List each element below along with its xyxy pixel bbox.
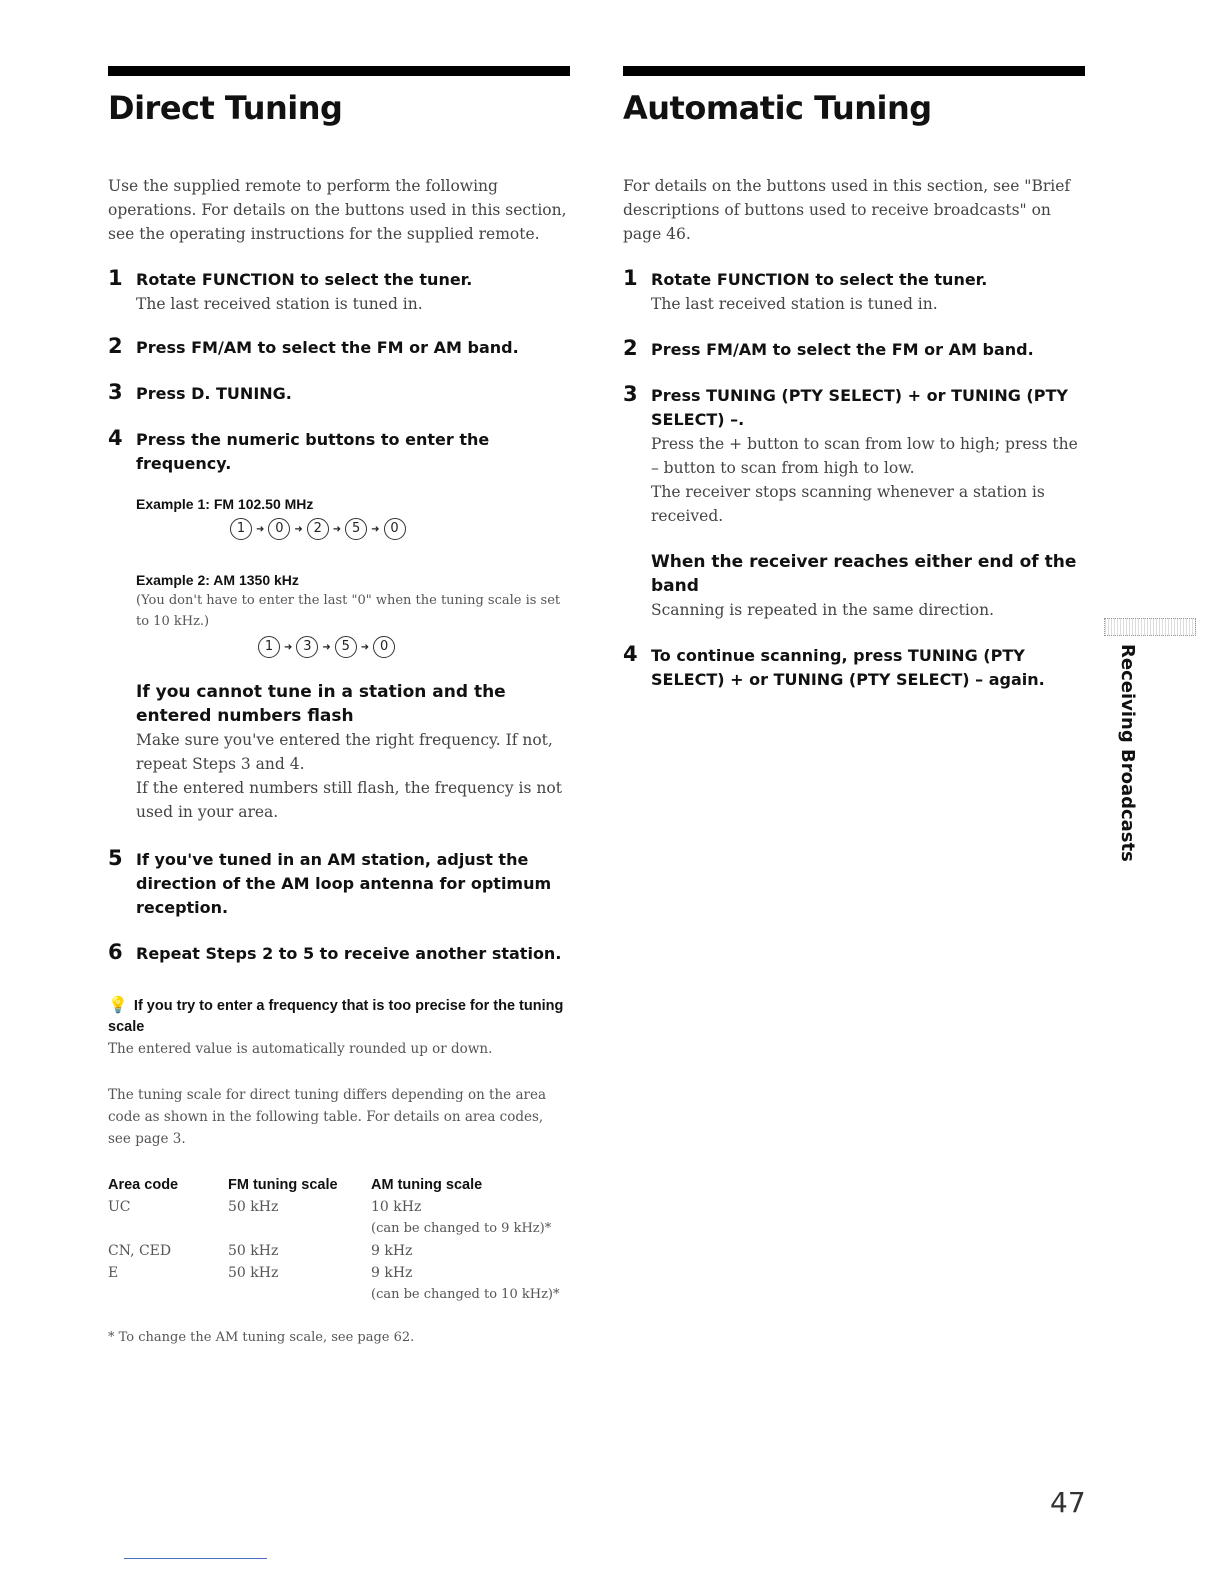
tip-body: The entered value is automatically rounded up or down. (108, 1041, 493, 1057)
example-note: (You don't have to enter the last "0" when the tuning scale is set to 10 kHz.) (136, 593, 561, 629)
table-cell: CN, CED (108, 1243, 172, 1259)
example-label: Example 2: AM 1350 kHz (136, 572, 299, 588)
table-cell: 50 kHz (228, 1243, 279, 1259)
band-end-heading: When the receiver reaches either end of the band (651, 552, 1077, 596)
step-heading: If you've tuned in an AM station, adjust the direction of the AM loop antenna for optimum reception. (136, 850, 552, 917)
step-number: 5 (108, 846, 123, 870)
step (623, 268, 1085, 316)
circled-digit-icon: 5 (345, 518, 367, 540)
table-header-row (108, 1174, 560, 1196)
table-cell-am (371, 1240, 560, 1262)
step-number: 2 (108, 334, 123, 358)
am-value: 10 kHz (371, 1199, 422, 1215)
table-cell: 50 kHz (228, 1265, 279, 1281)
troubleshoot-body: Make sure you've entered the right frequency. If not, repeat Steps 3 and 4. (136, 731, 553, 773)
troubleshoot-body: If the entered numbers still flash, the frequency is not used in your area. (136, 779, 562, 821)
step-number: 3 (108, 380, 123, 404)
table-cell: E (108, 1265, 119, 1281)
tip-heading (108, 994, 570, 1038)
step (108, 336, 570, 360)
tip-heading-text: If you try to enter a frequency that is too precise for the tuning scale (108, 998, 564, 1035)
step-heading: Press TUNING (PTY SELECT) + or TUNING (PTY SELECT) –. (651, 386, 1068, 429)
lightbulb-icon: 💡 (108, 995, 128, 1014)
footnote: * To change the AM tuning scale, see page 62. (108, 1330, 415, 1345)
example-label: Example 1: FM 102.50 MHz (136, 496, 314, 512)
right-column (623, 66, 1085, 692)
step (623, 338, 1085, 362)
title-rule (108, 66, 570, 76)
circled-digit-icon: 3 (296, 636, 318, 658)
step-heading: Rotate FUNCTION to select the tuner. (136, 270, 473, 289)
am-value: 9 kHz (371, 1265, 413, 1281)
circled-digit-icon: 1 (258, 636, 280, 658)
table-row (108, 1196, 560, 1240)
step (623, 384, 1085, 622)
tuning-scale-table (108, 1174, 560, 1306)
step (108, 382, 570, 406)
step-number: 4 (623, 642, 638, 666)
table-cell: 50 kHz (228, 1199, 279, 1215)
arrow-right-icon: ➜ (256, 523, 265, 535)
section-side-label (1117, 644, 1148, 862)
step-body: The last received station is tuned in. (651, 295, 938, 313)
arrow-right-icon: ➜ (294, 523, 303, 535)
circled-digit-icon: 1 (230, 518, 252, 540)
section-intro: Use the supplied remote to perform the following operations. For details on the buttons used in this section, see the operating instructions for the supplied remote. (108, 177, 567, 243)
table-row (108, 1240, 560, 1262)
step-body: The last received station is tuned in. (136, 295, 423, 313)
step-number: 1 (108, 266, 123, 290)
arrow-right-icon: ➜ (360, 641, 370, 653)
step-heading: Press D. TUNING. (136, 384, 292, 403)
step-body: The receiver stops scanning whenever a station is received. (651, 483, 1045, 525)
troubleshoot-heading: If you cannot tune in a station and the entered numbers flash (136, 682, 506, 726)
arrow-right-icon: ➜ (371, 523, 380, 535)
step-heading: Repeat Steps 2 to 5 to receive another station. (136, 944, 562, 963)
step-heading: Press FM/AM to select the FM or AM band. (651, 340, 1034, 359)
section-index-tab (1104, 618, 1196, 636)
step (108, 428, 570, 824)
step-number: 4 (108, 426, 123, 450)
circled-digit-icon: 0 (268, 518, 290, 540)
table-cell: UC (108, 1199, 131, 1215)
table-row (108, 1262, 560, 1306)
band-end-body: Scanning is repeated in the same direction. (651, 601, 995, 619)
step-number: 1 (623, 266, 638, 290)
table-header: FM tuning scale (228, 1177, 338, 1193)
table-cell-am (371, 1262, 560, 1306)
table-header: Area code (108, 1177, 179, 1193)
table-cell-am (371, 1196, 560, 1240)
section-title: Automatic Tuning (623, 89, 932, 127)
circled-digit-icon: 0 (384, 518, 406, 540)
circled-digit-icon: 5 (335, 636, 357, 658)
page-number: 47 (1050, 1486, 1086, 1519)
left-column (108, 66, 570, 1345)
step (108, 268, 570, 316)
circled-digit-icon: 2 (307, 518, 329, 540)
step-number: 2 (623, 336, 638, 360)
step-number: 3 (623, 382, 638, 406)
step-heading: To continue scanning, press TUNING (PTY SELECT) + or TUNING (PTY SELECT) – again. (651, 646, 1045, 689)
circled-digit-icon: 0 (373, 636, 395, 658)
step (108, 848, 570, 920)
arrow-right-icon: ➜ (322, 641, 331, 653)
key-sequence (230, 518, 570, 540)
am-value: 9 kHz (371, 1243, 413, 1259)
step (108, 942, 570, 966)
title-rule (623, 66, 1085, 76)
step-number: 6 (108, 940, 123, 964)
section-intro: For details on the buttons used in this section, see "Brief descriptions of buttons used to receive broadcasts" on page 46. (623, 177, 1071, 243)
bottom-rule (124, 1558, 267, 1559)
arrow-right-icon: ➜ (284, 641, 293, 653)
am-note: (can be changed to 10 kHz)* (371, 1287, 560, 1302)
step-heading: Rotate FUNCTION to select the tuner. (651, 270, 988, 289)
section-title: Direct Tuning (108, 89, 343, 127)
scale-intro: The tuning scale for direct tuning differs depending on the area code as shown in the following table. For details on area codes, see page 3. (108, 1087, 546, 1147)
key-sequence (258, 636, 570, 658)
step (623, 644, 1085, 692)
step-heading: Press the numeric buttons to enter the frequency. (136, 430, 490, 473)
arrow-right-icon: ➜ (332, 523, 342, 535)
table-header: AM tuning scale (371, 1177, 483, 1193)
side-label-text: Receiving Broadcasts (1117, 644, 1138, 862)
step-body: Press the + button to scan from low to high; press the – button to scan from high to low. (651, 435, 1078, 477)
am-note: (can be changed to 9 kHz)* (371, 1221, 552, 1236)
step-heading: Press FM/AM to select the FM or AM band. (136, 338, 519, 357)
